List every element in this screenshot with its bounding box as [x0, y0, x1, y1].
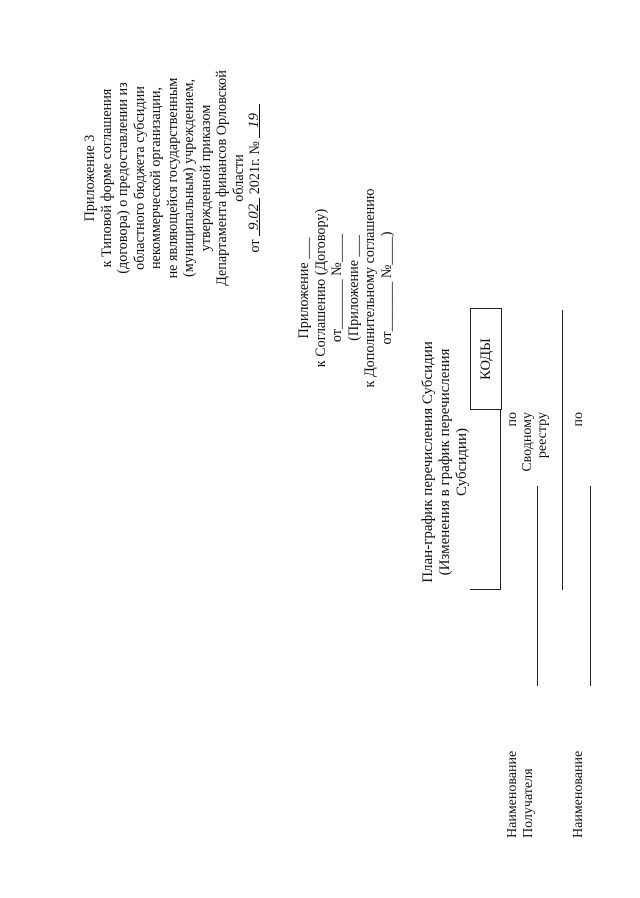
- name2-label: Наименование: [571, 750, 586, 838]
- appendix-3-line-8: утвержденной приказом: [197, 104, 214, 252]
- recipient-registry-1: Сводному: [520, 412, 535, 472]
- order-date-line: [247, 58, 264, 298]
- agreement-appendix-header: [296, 178, 395, 398]
- appendix-3-line-6: не являющейся государственным: [164, 77, 181, 279]
- appendix-3-line-1: Приложение 3: [82, 134, 98, 222]
- appendix-3-line-4: областного бюджета субсидии: [131, 86, 148, 270]
- recipient-registry-2: реестру: [535, 412, 550, 459]
- appendix-3-line-2: к Типовой форме соглашения: [98, 88, 115, 268]
- appendix-3-header: [82, 58, 264, 298]
- appendix-3-line-3: (договора) о предоставлении из: [115, 82, 131, 274]
- codes-column-right-border: [562, 310, 563, 590]
- title-line-2: (Изменения в график перечисления Субсидии): [437, 348, 470, 576]
- codes-column-left-border: [470, 589, 500, 590]
- name2-underline: [590, 486, 591, 686]
- agreement-line-5: к Дополнительному соглашению: [362, 188, 378, 388]
- order-day-handwritten: 9.02: [246, 203, 262, 230]
- order-day-field: [247, 198, 260, 236]
- agreement-line-2: к Соглашению (Договору): [312, 208, 329, 368]
- order-prefix: от: [247, 239, 263, 253]
- name2-po: по: [571, 412, 586, 427]
- appendix-3-line-10: области: [230, 154, 247, 202]
- recipient-label-2: Получателя: [521, 768, 536, 838]
- appendix-3-line-5: некоммерческой организации,: [148, 86, 164, 270]
- appendix-3-line-9: Департамента финансов Орловской: [214, 70, 230, 286]
- agreement-line-6: от_______ №____): [378, 231, 395, 345]
- document-title: [420, 322, 471, 602]
- appendix-3-line-7: (муниципальным) учреждением,: [181, 78, 197, 278]
- recipient-po: по: [505, 412, 520, 427]
- recipient-label-1: Наименование: [505, 750, 520, 838]
- recipient-po-block: [505, 412, 550, 482]
- order-number-handwritten: 19: [246, 113, 262, 129]
- order-number-field: [247, 104, 260, 138]
- recipient-underline: [537, 486, 538, 686]
- agreement-line-4: (Приложение ___: [345, 235, 362, 341]
- agreement-line-1: Приложение ___: [296, 237, 312, 339]
- codes-header-cell: КОДЫ: [470, 308, 502, 410]
- codes-column-divider: [500, 410, 501, 590]
- title-line-1: План-график перечисления Субсидии: [420, 341, 436, 583]
- agreement-line-3: от_______ №____: [329, 233, 345, 343]
- order-year-text: 2021г. №: [247, 141, 263, 195]
